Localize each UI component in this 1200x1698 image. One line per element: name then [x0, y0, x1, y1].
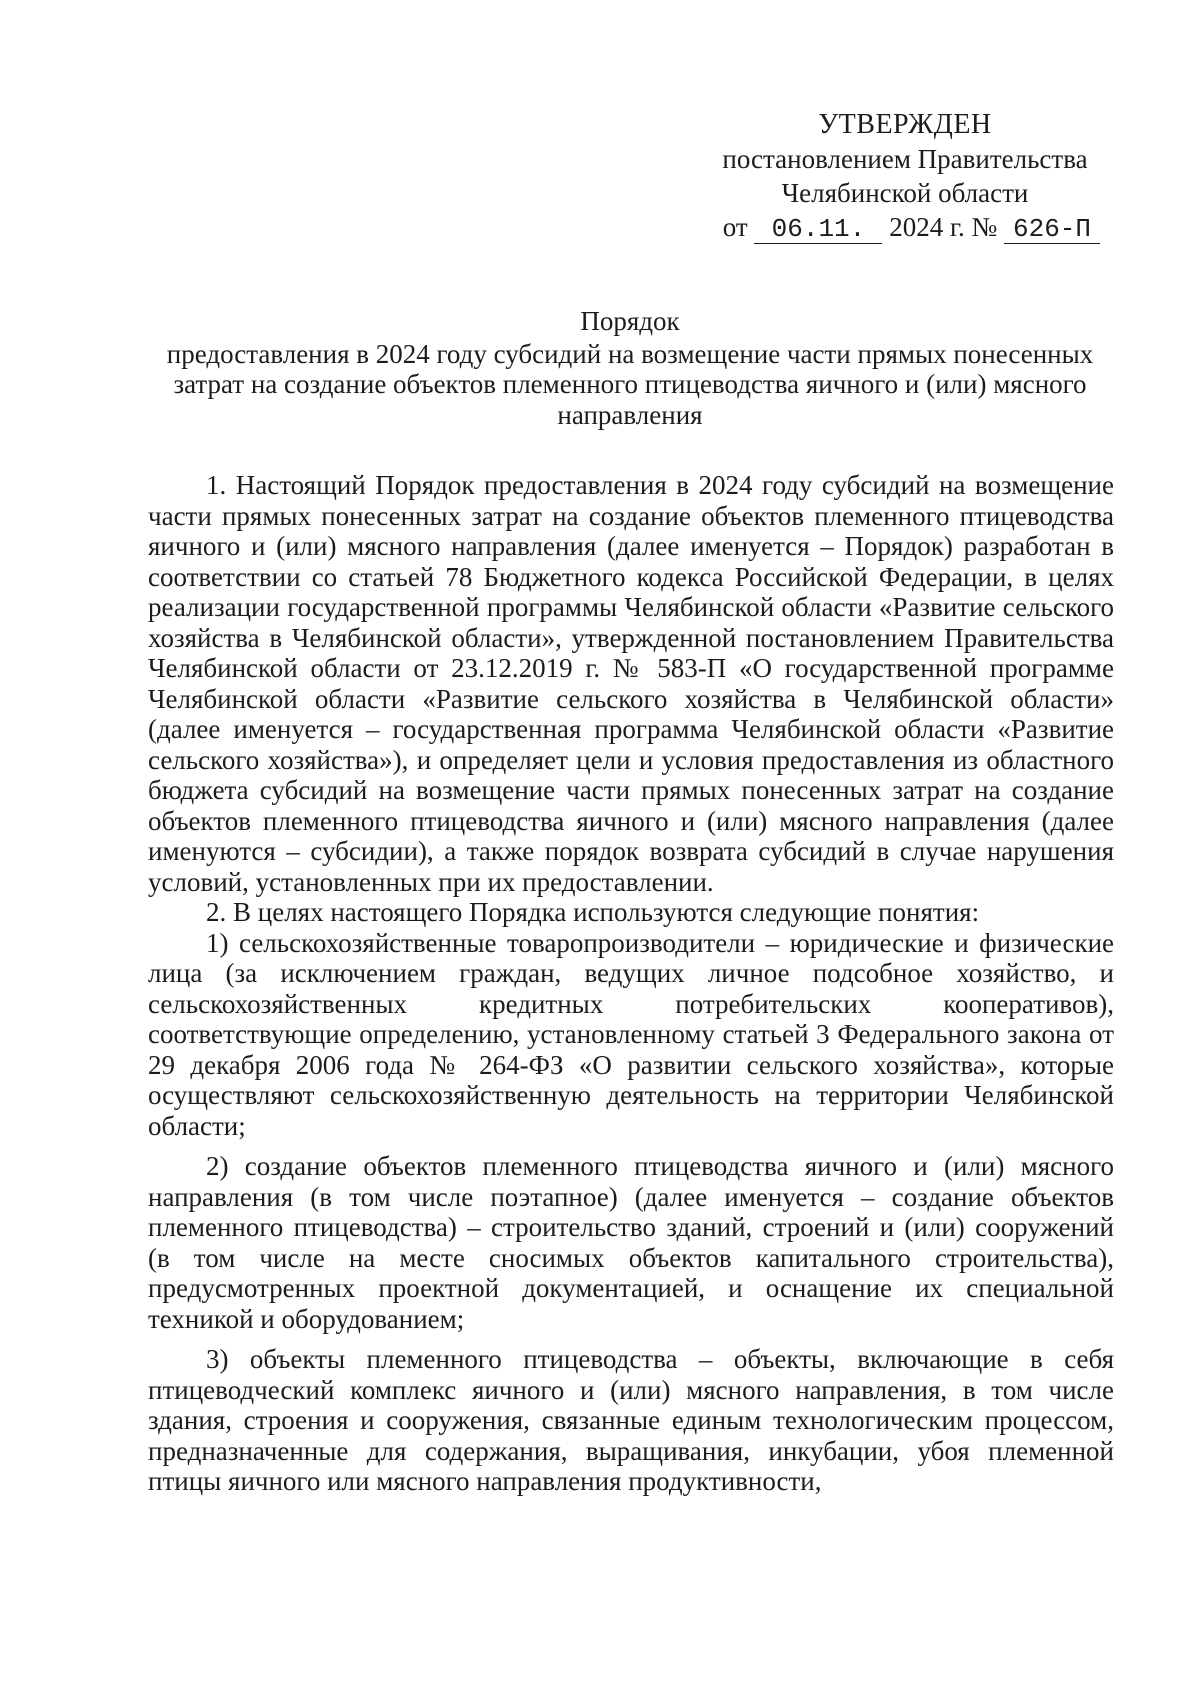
approval-heading: УТВЕРЖДЕН — [818, 109, 992, 140]
document-body — [148, 470, 1114, 1497]
decree-year: 2024 г. № — [889, 212, 998, 242]
paragraph-definition-3: 3) объекты племенного птицеводства – объекты, включающие в себя птицеводческий комплекс яичного и (или) мясного направления, в том числе здания, строения и сооружения, связанные единым технологическим процессом, предназначенные для содержания, выращивания, инкубации, убоя племенной птицы яичного или мясного направления продуктивности, — [148, 1344, 1114, 1496]
decree-number: 626-П — [1004, 215, 1100, 244]
paragraph-definition-2: 2) создание объектов племенного птицеводства яичного и (или) мясного направления (в том числе поэтапное) (далее именуется – создание объектов племенного птицеводства) – строительство зданий, строений и (или) сооружений (в том числе на месте сносимых объектов капитального строительства), предусмотренных проектной документацией, и оснащение их специальной техникой и оборудованием; — [148, 1151, 1114, 1334]
approval-date-line — [690, 210, 1120, 244]
paragraph-definition-1: 1) сельскохозяйственные товаропроизводители – юридические и физические лица (за исключением граждан, ведущих личное подсобное хозяйство, и сельскохозяйственных кредитных потребительских кооперативов), соответствующие определению, установленному статьей 3 Федерального закона от 29 декабря 2006 года № 264-ФЗ «О развитии сельского хозяйства», которые осуществляют сельскохозяйственную деятельность на территории Челябинской области; — [148, 927, 1114, 1141]
date-prefix: от — [722, 212, 748, 242]
approval-stamp — [690, 108, 1120, 244]
title-subtitle: предоставления в 2024 году субсидий на возмещение части прямых понесенных затрат на создание объектов племенного птицеводства яичного и (или) мясного направления — [166, 338, 1094, 430]
approval-line-1: постановлением Правительства — [722, 144, 1088, 174]
title-main: Порядок — [580, 306, 680, 336]
paragraph-1: 1. Настоящий Порядок предоставления в 2024 году субсидий на возмещение части прямых понесенных затрат на создание объектов племенного птицеводства яичного и (или) мясного направления (далее именуется – Порядок) разработан в соответствии со статьей 78 Бюджетного кодекса Российской Федерации, в целях реализации государственной программы Челябинской области «Развитие сельского хозяйства в Челябинской области», утвержденной постановлением Правительства Челябинской области от 23.12.2019 г. № 583-П «О государственной программе Челябинской области «Развитие сельского хозяйства в Челябинской области» (далее именуется – государственная программа Челябинской области «Развитие сельского хозяйства»), и определяет цели и условия предоставления из областного бюджета субсидий на возмещение части прямых понесенных затрат на создание объектов племенного птицеводства яичного и (или) мясного направления (далее именуются – субсидии), а также порядок возврата субсидий в случае нарушения условий, установленных при их предоставлении. — [148, 470, 1114, 897]
document-title — [150, 306, 1110, 430]
decree-date: 06.11. — [754, 215, 882, 244]
paragraph-2: 2. В целях настоящего Порядка используются следующие понятия: — [206, 897, 980, 927]
approval-line-2: Челябинской области — [781, 178, 1029, 208]
